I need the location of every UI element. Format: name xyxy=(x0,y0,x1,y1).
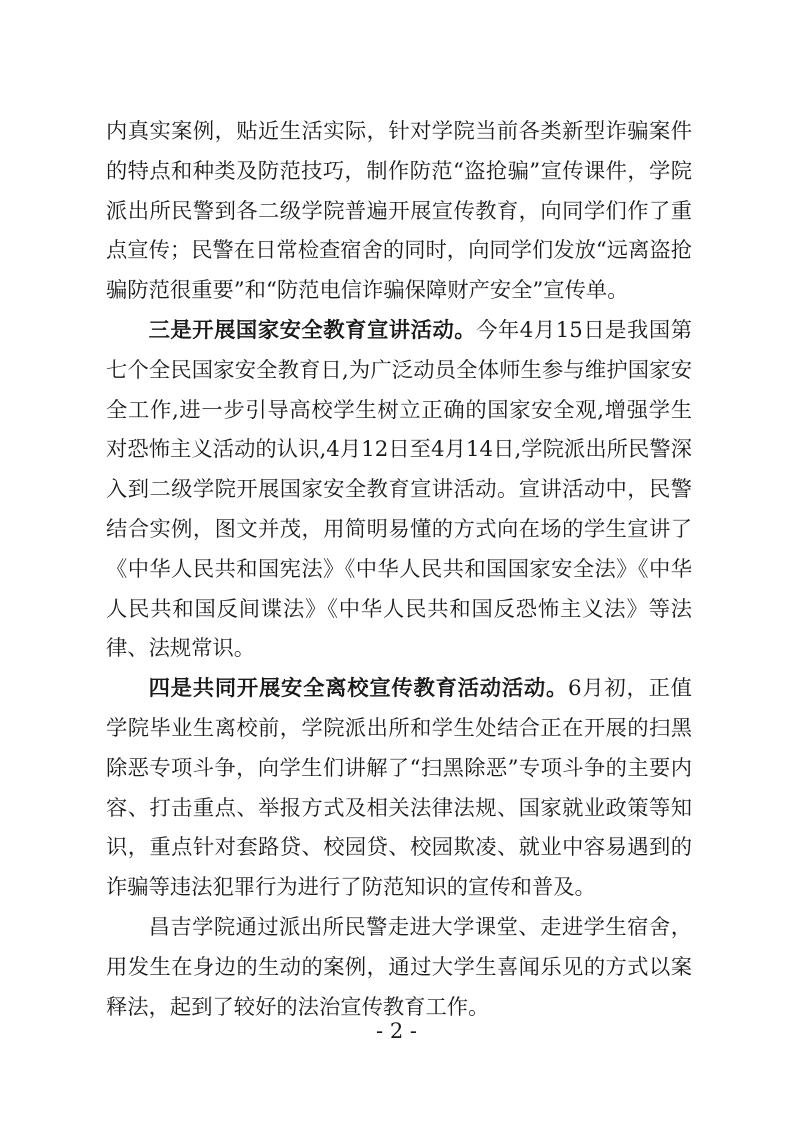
paragraph-safe-departure xyxy=(106,669,692,908)
paragraph-lead: 四是共同开展安全离校宣传教育活动活动。 xyxy=(148,676,569,702)
document-body xyxy=(106,112,692,1027)
paragraph-text: 内真实案例，贴近生活实际，针对学院当前各类新型诈骗案件的特点和种类及防范技巧，制作防范“盗抢骗”宣传课件，学院派出所民警到各二级学院普遍开展宣传教育，向同学们作了重点宣传；民警在日常检查宿舍的同时，向同学们发放“远离盗抢骗防范很重要”和“防范电信诈骗保障财产安全”宣传单。 xyxy=(106,119,692,304)
paragraph-text: 6月初，正值学院毕业生离校前，学院派出所和学生处结合正在开展的扫黑除恶专项斗争，向学生们讲解了“扫黑除恶”专项斗争的主要内容、打击重点、举报方式及相关法律法规、国家就业政策等知识，重点针对套路贷、校园贷、校园欺凌、就业中容易遇到的诈骗等违法犯罪行为进行了防范知识的宣传和普及。 xyxy=(106,676,692,901)
page-number: - 2 - xyxy=(376,1019,417,1043)
paragraph-text: 今年4月15日是我国第七个全民国家安全教育日,为广泛动员全体师生参与维护国家安全工作,进一步引导高校学生树立正确的国家安全观,增强学生对恐怖主义活动的认识,4月12日至4月14日,学院派出所民警深入到二级学院开展国家安全教育宣讲活动。宣讲活动中，民警结合实例，图文并茂，用简明易懂的方式向在场的学生宣讲了《中华人民共和国宪法》《中华人民共和国国家安全法》《中华人民共和国反间谍法》《中华人民共和国反恐怖主义法》等法律、法规常识。 xyxy=(106,317,692,662)
paragraph-lead: 三是开展国家安全教育宣讲活动。 xyxy=(148,317,477,343)
paragraph-national-security xyxy=(106,311,692,669)
paragraph-continuation xyxy=(106,112,692,311)
paragraph-conclusion xyxy=(106,908,692,1027)
paragraph-text: 昌吉学院通过派出所民警走进大学课堂、走进学生宿舍，用发生在身边的生动的案例，通过大学生喜闻乐见的方式以案释法，起到了较好的法治宣传教育工作。 xyxy=(106,914,692,1020)
